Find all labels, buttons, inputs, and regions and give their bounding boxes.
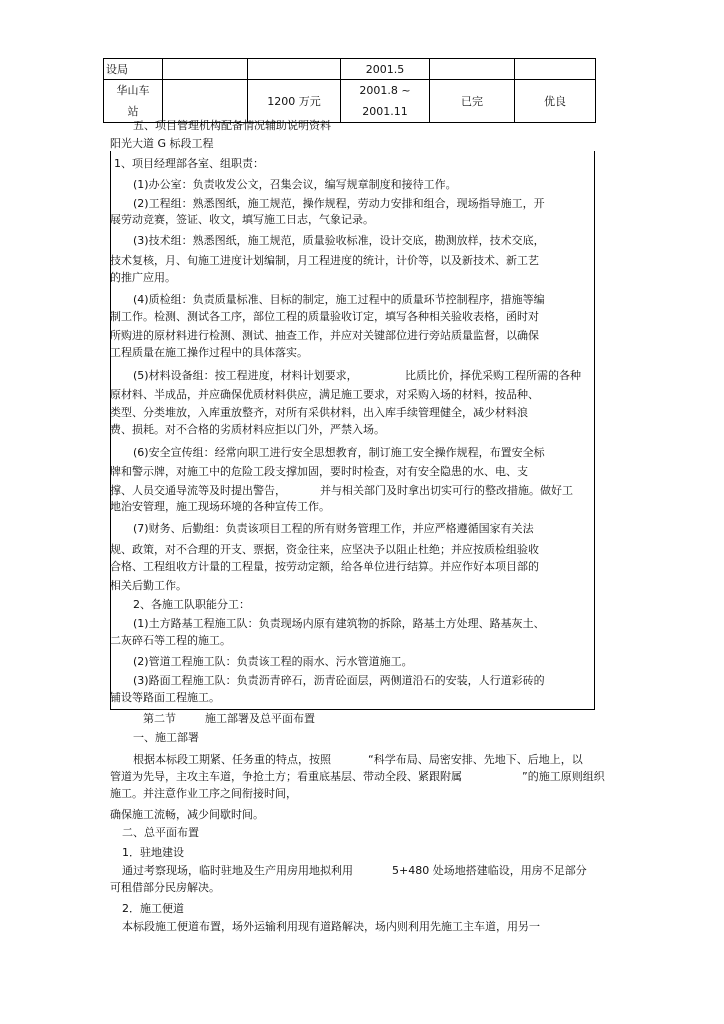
cell-line: 2001.11 [362,105,408,118]
box-line: (1)土方路基工程施工队：负责现场内原有建筑物的拆除，路基土方处理、路基灰土、 [133,617,545,630]
table-cell: 已完 [430,80,515,123]
box-line: (3)技术组：熟悉图纸，施工规范，质量验收标准，设计交底，勘测放样，技术交底， [133,234,545,247]
box-line: (7)财务、后勤组：负责该项目工程的所有财务管理工作，并应严格遵循国家有关法 [133,522,534,535]
box-line: 牌和警示牌，对施工中的危险工段支撑加固，要时时检查，对有安全隐患的水、电、支 [110,465,528,478]
section-title: 施工部署及总平面布置 [205,712,315,725]
box-line: 相关后勤工作。 [110,579,187,592]
box-line: 展劳动竞赛，签证、收文，填写施工日志，气象记录。 [110,213,374,226]
paragraph-line: 通过考察现场，临时驻地及生产用房用地拟利用 [122,864,353,877]
project-record-table [103,58,596,123]
box-line: 铺设等路面工程施工。 [110,691,220,704]
subheading: 1．驻地建设 [122,846,184,859]
box-line: (6)安全宣传组：经常向职工进行安全思想教育，制订施工安全操作规程，布置安全标 [133,446,545,459]
paragraph-line: 管道为先导，主攻主车道，争抢土方；看重底基层、带动全段、紧跟附属 [110,770,462,783]
table-cell: 优良 [515,80,596,123]
paragraph-line: 确保施工流畅，减少间歇时间。 [110,808,264,821]
table-cell: 2001.5 [341,59,430,80]
box-line: 并与相关部门及时拿出切实可行的整改措施。做好工 [320,484,573,497]
table-cell [163,59,248,80]
box-line: 原材料、半成品，并应确保优质材料供应，满足施工要求，对采购入场的材料，按品种、 [110,388,539,401]
table-row [104,59,596,80]
paragraph-line: 可租借部分民房解决。 [110,881,220,894]
box-line: (4)质检组：负责质量标准、目标的制定，施工过程中的质量环节控制程序，措施等编 [133,293,545,306]
subheading: 2．施工便道 [122,902,184,915]
box-line: 1、项目经理部各室、组职责： [114,157,264,170]
project-title: 阳光大道 G 标段工程 [110,137,214,150]
subheading: 二、总平面布置 [122,826,199,839]
table-cell [430,59,515,80]
box-line: 比质比价，择优采购工程所需的各种 [405,369,581,382]
cell-line: 华山车 [116,84,150,97]
box-line: (1)办公室：负责收发公文，召集会议，编写规章制度和接待工作。 [133,178,457,191]
paragraph-line: ”的施工原则组织 [522,770,605,783]
table-row [104,80,596,123]
paragraph-line: 根据本标段工期紧、任务重的特点，按照 [133,753,331,766]
box-line: (3)路面工程施工队：负责沥青碎石，沥青砼面层，两侧道沿石的安装，人行道彩砖的 [133,674,545,687]
subheading: 一、施工部署 [133,731,199,744]
cell-line: 2001.8 ~ [359,84,411,97]
box-line: 工程质量在施工操作过程中的具体落实。 [110,346,308,359]
box-line: 类型、分类堆放，入库重放整齐，对所有采供材料，出入库手续管理健全，减少材料浪 [110,406,528,419]
box-line: 制工作。检测、测试各工序，部位工程的质量验收订定，填写各种相关验收表格，函时对 [110,310,539,323]
section-heading: 五、项目管理机构配备情况辅助说明资料 [133,119,331,132]
table-cell: 设局 [104,59,163,80]
box-line: 费、损耗。对不合格的劣质材料应拒以门外，严禁入场。 [110,423,385,436]
box-line: (2)工程组：熟悉图纸，施工规范，操作规程，劳动力安排和组合，现场指导施工，开 [133,197,545,210]
table-cell [104,80,163,123]
paragraph-line: “科学布局、局密安排、先地下、后地上，以 [368,753,583,766]
box-line: (5)材料设备组：按工程进度，材料计划要求， [133,369,358,382]
box-line: 规、政策，对不合理的开支、票据，资金往来，应坚决予以阻止杜绝；并应按质检组验收 [110,543,539,556]
table-cell [248,59,341,80]
table-cell [341,80,430,123]
section-title-number: 第二节 [143,712,176,725]
box-line: 所购进的原材料进行检测、测试、抽查工作，并应对关键部位进行旁站质量监督，以确保 [110,329,539,342]
box-line: 合格、工程组收方计量的工程量，按劳动定额，给各单位进行结算。并应作好本项目部的 [110,560,539,573]
box-line: 撑、人员交通导流等及时提出警告， [110,484,286,497]
table-cell [163,80,248,123]
table-cell [515,59,596,80]
box-line: (2)管道工程施工队：负责该工程的雨水、污水管道施工。 [133,655,413,668]
box-line: 2、各施工队职能分工： [133,598,250,611]
paragraph-line: 本标段施工便道布置，场外运输利用现有道路解决，场内则利用先施工主车道，用另一 [122,920,540,933]
paragraph-line: 施工。并注意作业工序之间衔接时间， [110,787,297,800]
paragraph-line: 5+480 处场地搭建临设，用房不足部分 [392,864,587,877]
box-line: 的推广应用。 [110,271,176,284]
box-line: 二灰碎石等工程的施工。 [110,634,231,647]
table-cell: 1200 万元 [248,80,341,123]
box-line: 技术复核，月、旬施工进度计划编制，月工程进度的统计，计价等，以及新技术、新工艺 [110,254,539,267]
box-line: 地治安管理，施工现场环境的各种宣传工作。 [110,500,330,513]
cell-line: 站 [127,105,139,118]
